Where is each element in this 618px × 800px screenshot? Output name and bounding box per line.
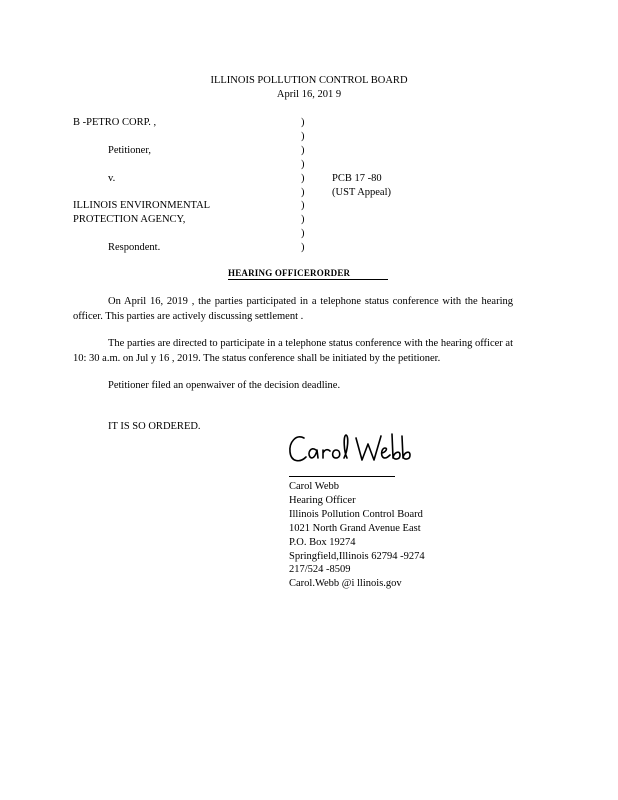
petitioner-role: Petitioner, [108, 145, 152, 156]
signer-organization: Illinois Pollution Control Board [289, 508, 423, 520]
signer-email: Carol.Webb @i llinois.gov [289, 578, 402, 590]
paren: ) [301, 186, 305, 198]
handwritten-signature [286, 430, 416, 472]
case-type: (UST Appeal) [332, 187, 392, 198]
order-title: HEARING OFFICERORDER [228, 268, 388, 280]
closing-statement: IT IS SO ORDERED. [108, 421, 201, 432]
signer-name: Carol Webb [289, 481, 339, 492]
paren: ) [301, 117, 305, 128]
paren: ) [301, 130, 305, 142]
paragraph-2: The parties are directed to participate in a telephone status conference with the hearing officer at 10: 30 a.m. on Jul y 16 , 2019. The status conference shall be initiated by the petitioner. [73, 338, 513, 364]
versus-label: v. [108, 173, 116, 184]
paren: ) [301, 228, 305, 240]
paragraph-3: Petitioner filed an openwaiver of the decision deadline. [108, 380, 341, 391]
signer-street-address: 1021 North Grand Avenue East [289, 522, 421, 534]
order-date: April 16, 201 9 [276, 89, 342, 100]
paragraph-1: On April 16, 2019 , the parties participated in a telephone status conference with the hearing officer. This parties are actively discussing settlement . [73, 296, 513, 322]
board-title: ILLINOIS POLLUTION CONTROL BOARD [210, 75, 408, 86]
respondent-role: Respondent. [108, 242, 161, 253]
signature-block [289, 480, 425, 591]
case-number: PCB 17 -80 [332, 173, 382, 184]
signature-line [289, 476, 395, 477]
paren: ) [301, 214, 305, 226]
signer-title: Hearing Officer [289, 494, 356, 506]
petitioner-name: B -PETRO CORP. , [73, 117, 157, 128]
respondent-name-line2: PROTECTION AGENCY, [73, 214, 186, 225]
paren: ) [301, 200, 305, 212]
signer-city-state-zip: Springfield,Illinois 62794 -9274 [289, 550, 425, 562]
paren: ) [301, 144, 305, 156]
signer-phone: 217/524 -8509 [289, 564, 351, 576]
paren: ) [301, 242, 305, 254]
respondent-name-line1: ILLINOIS ENVIRONMENTAL [73, 200, 211, 211]
paren: ) [301, 172, 305, 184]
caption-parentheses [301, 116, 305, 255]
signer-po-box: P.O. Box 19274 [289, 536, 356, 548]
paren: ) [301, 158, 305, 170]
